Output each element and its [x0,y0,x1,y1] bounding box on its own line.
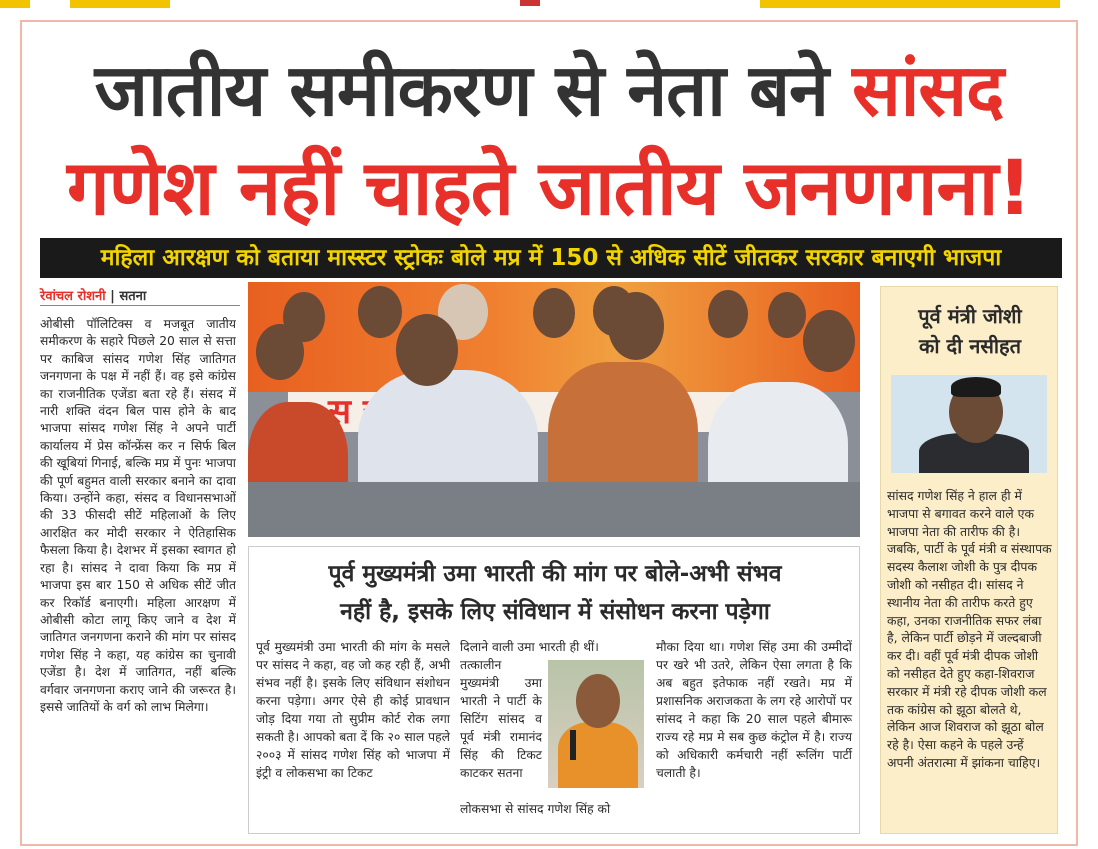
main-article-text: ओबीसी पॉलिटिक्स व मजबूत जातीय समीकरण के सहारे पिछले 20 साल से सत्ता पर काबिज सांसद गणेश सिंह जातिगत जनगणना के पक्ष में नहीं हैं। वह इसे कांग्रेस का राजनीतिक एजेंडा बता रहे हैं। संसद में नारी शक्ति वंदन बिल पास होने के बाद भाजपा सांसद गणेश सिंह ने अपने पार्टी कार्यालय में प्रेस कॉन्फ्रेंस कर न सिर्फ बिल की खूबियां गिनाई, बल्कि मप्र में पुनः भाजपा की पूर्ण बहुमत वाली सरकार बनाने का दावा किया। उन्होंने कहा, संसद व विधानसभाओं की 33 फीसदी सीटें महिलाओं के लिए आरक्षित कर मोदी सरकार ने ऐतिहासिक फैसला किया है। देशभर में इसका स्वागत हो रहा है। सांसद ने दावा किया कि मप्र में भाजपा इस बार 150 से अधिक सीटें जीत कर रिकॉर्ड बनाएगी। महिला आरक्षण में ओबीसी कोटा लागू किए जाने व देश में जातिगत जनगणना कराने की मांग पर सांसद गणेश सिंह ने कहा, यह कांग्रेस का चुनावी एजेंडा है। देश में जातिगत, नहीं बल्कि वर्गवार जनगणना कराए जाने की जरूरत है। इससे जातियों के वर्ग को लाभ मिलेगा। [40,317,236,714]
headline-main: जातीय समीकरण से नेता बने [94,48,829,132]
top-page-strip [0,0,1098,14]
box-column-b-bottom: लोकसभा से सांसद गणेश सिंह को [460,802,611,816]
box-column-b-mid: तत्कालीन मुख्यमंत्री उमा भारती ने पार्टी के सिटिंग सांसद व पूर्व मंत्री रामानंद सिंह की टिकट काटकर सतना [460,658,542,780]
headline-line-2: गणेश नहीं चाहते जातीय जनणगना! [66,143,1032,232]
politician-photo [891,375,1047,473]
headline-accent: सांसद [852,48,1004,132]
byline: रेवांचल रोशनी | सतना [40,286,240,306]
byline-author: रेवांचल रोशनी [40,289,106,304]
subheadline-bar: महिला आरक्षण को बताया मास्स्टर स्ट्रोकः बोले मप्र में 150 से अधिक सीटें जीतकर सरकार बनाएगी भाजपा [40,238,1062,278]
uma-bharti-photo [548,660,644,788]
sidebar-text: सांसद गणेश सिंह ने हाल ही में भाजपा से बगावत करने वाले एक भाजपा नेता की तारीफ की है। जबकि, पार्टी के पूर्व मंत्री व संस्थापक सदस्य कैलाश जोशी के पुत्र दीपक जोशी को नसीहत दी। सांसद ने स्थानीय नेता की तारीफ करते हुए कहा, उनका राजनीतिक सफर लंबा है, लेकिन पार्टी छोड़ने में जल्दबाजी कर दी। वहीं पूर्व मंत्री दीपक जोशी को नसीहत देते हुए कहा-शिवराज सरकार में मंत्री रहे दीपक जोशी कल तक कांग्रेस को झूठा बोलते थे, लेकिन आज शिवराज को झूठा बोल रहे है। ऐसा कहने के पहले उन्हें अपनी अंतरात्मा में झांकना चाहिए। [887,488,1052,770]
byline-city: सतना [119,289,147,304]
headline-line-1 [0,40,1098,140]
box-heading: पूर्व मुख्यमंत्री उमा भारती की मांग पर बोले-अभी संभव नहीं है, इसके लिए संविधान में संसोधन करना पड़ेगा [328,561,782,625]
box-column-a: पूर्व मुख्यमंत्री उमा भारती की मांग के मसले पर सांसद ने कहा, वह जो कह रही हैं, अभी संभव नहीं है। इसके लिए संविधान संशोधन करना पड़ेगा। अगर ऐसे ही कोई प्रावधान जोड़ दिया गया तो सुप्रीम कोर्ट रोक लगा सकती है। आपको बता दें कि २० साल पहले २००३ में सांसद गणेश सिंह को भाजपा में इंट्री व लोकसभा का टिकट [256,640,450,780]
box-column-c: मौका दिया था। गणेश सिंह उमा की उम्मीदों पर खरे भी उतरे, लेकिन ऐसा लगता है कि अब बहुत इतेफाक नहीं रखते। मप्र में प्रशासनिक अराजकता के लग रहे आरोपों पर सांसद ने कहा कि 20 साल पहले बीमारू राज्य रहे मप्र मे सब कुछ कंट्रोल में है। राज्य को अधिकारी कर्मचारी नहीं रूलिंग पार्टी चलाती है। [656,640,852,780]
photo-banner: स [288,392,808,432]
sidebar-box [880,286,1058,834]
press-conference-photo [248,282,860,537]
sidebar-title: पूर्व मंत्री जोशी को दी नसीहत [918,304,1022,358]
box-column-b-top: दिलाने वाली उमा भारती ही थीं। [460,640,599,654]
